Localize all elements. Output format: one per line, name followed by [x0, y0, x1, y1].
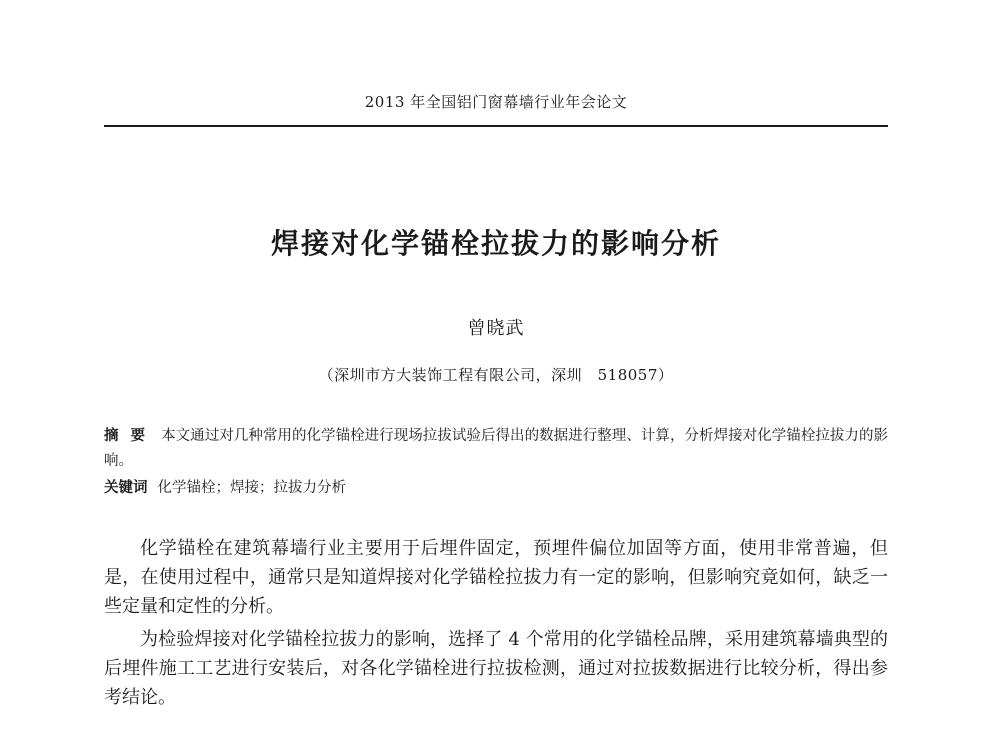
keywords-label: 关键词 — [104, 480, 148, 496]
running-header: 2013 年全国铝门窗幕墙行业年会论文 — [364, 93, 628, 111]
abstract — [104, 424, 888, 474]
body-text — [104, 534, 888, 716]
author-affiliation: （深圳市方大装饰工程有限公司，深圳 518057） — [318, 366, 674, 384]
body-paragraph: 为检验焊接对化学锚栓拉拔力的影响，选择了 4 个常用的化学锚栓品牌，采用建筑幕墙典型的后埋件施工工艺进行安装后，对各化学锚栓进行拉拔检测，通过对拉拔数据进行比较分析，得出参考结论。 — [104, 629, 888, 708]
header-rule — [104, 125, 888, 127]
keywords-text: 化学锚栓；焊接；拉拔力分析 — [157, 480, 346, 496]
abstract-text: 本文通过对几种常用的化学锚栓进行现场拉拔试验后得出的数据进行整理、计算，分析焊接对化学锚栓拉拔力的影响。 — [104, 428, 889, 469]
keywords — [104, 476, 888, 501]
abstract-label: 摘要 — [104, 428, 158, 444]
author-name: 曾晓武 — [467, 318, 525, 339]
paper-title: 焊接对化学锚栓拉拔力的影响分析 — [270, 227, 721, 260]
body-paragraph: 化学锚栓在建筑幕墙行业主要用于后埋件固定，预埋件偏位加固等方面，使用非常普遍，但是，在使用过程中，通常只是知道焊接对化学锚栓拉拔力有一定的影响，但影响究竟如何，缺乏一些定量和定性的分析。 — [104, 538, 888, 617]
